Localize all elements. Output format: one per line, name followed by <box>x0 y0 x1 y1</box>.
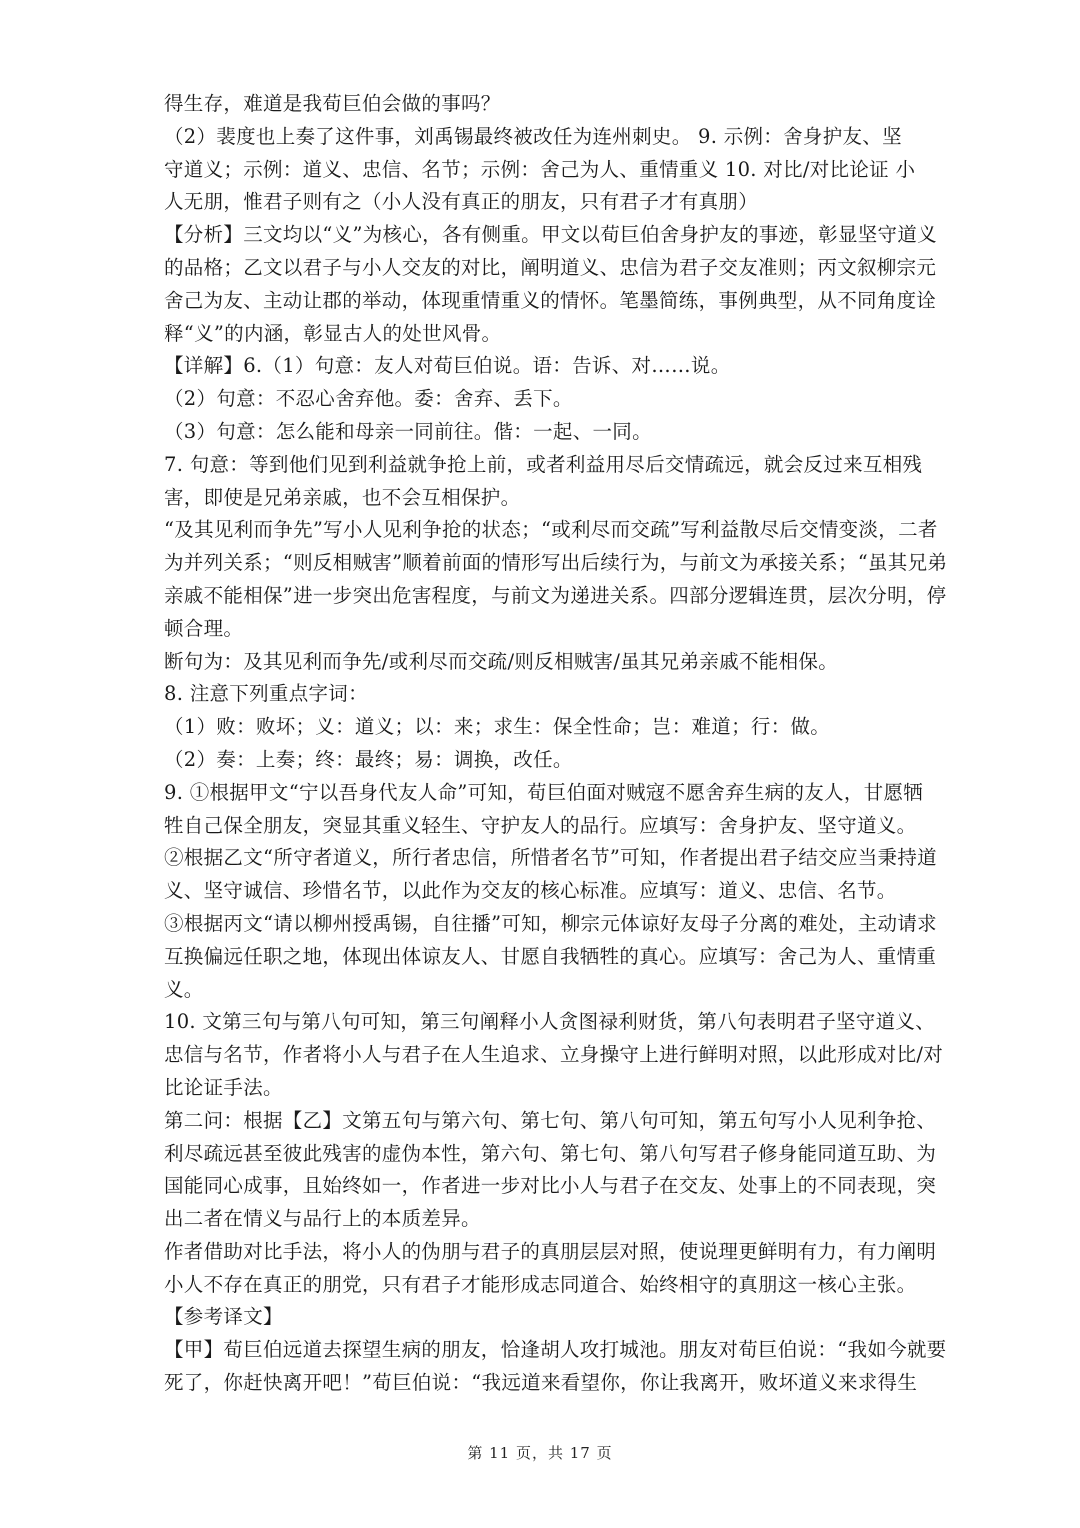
text-line: 出二者在情义与品行上的本质差异。 <box>164 1207 481 1231</box>
text-line: 小人不存在真正的朋党，只有君子才能形成志同道合、始终相守的真朋这一核心主张。 <box>164 1272 917 1296</box>
text-line: 的品格；乙文以君子与小人交友的对比，阐明道义、忠信为君子交友准则；丙文叙柳宗元 <box>164 255 937 279</box>
text-line: 【甲】荀巨伯远道去探望生病的朋友，恰逢胡人攻打城池。朋友对荀巨伯说：“我如今就要 <box>164 1338 947 1362</box>
text-line: （1）败：败坏；义：道义；以：来；求生：保全性命；岂：难道；行：做。 <box>164 715 831 739</box>
text-line: 得生存，难道是我荀巨伯会做的事吗？ <box>164 92 501 115</box>
text-line: 国能同心成事，且始终如一，作者进一步对比小人与君子在交友、处事上的不同表现，突 <box>164 1174 937 1198</box>
text-line: 作者借助对比手法，将小人的伪朋与君子的真朋层层对照，使说理更鲜明有力，有力阐明 <box>164 1239 937 1263</box>
text-line: 顿合理。 <box>164 616 244 640</box>
page-footer: 第 11 页，共 17 页 <box>467 1444 613 1462</box>
text-line: 忠信与名节，作者将小人与君子在人生追求、立身操守上进行鲜明对照，以此形成对比/对 <box>164 1043 944 1067</box>
text-line: 比论证手法。 <box>164 1075 283 1099</box>
analysis-heading-line: 【分析】三文均以“义”为核心，各有侧重。甲文以荀巨伯舍身护友的事迹，彰显坚守道义 <box>164 223 937 247</box>
translation-heading-line: 【参考译文】 <box>164 1305 283 1329</box>
text-line: “及其见利而争先”写小人见利争抢的状态；“或利尽而交疏”写利益散尽后交情变淡，二者 <box>164 518 938 542</box>
text-line: 牲自己保全朋友，突显其重义轻生、守护友人的品行。应填写：舍身护友、坚守道义。 <box>164 813 917 837</box>
text-line: 利尽疏远甚至彼此残害的虚伪本性，第六句、第七句、第八句写君子修身能同道互助、为 <box>164 1141 937 1165</box>
detail-heading-line: 【详解】6.（1）句意：友人对荀巨伯说。语：告诉、对……说。 <box>164 354 731 378</box>
text-line: 亲戚不能相保”进一步突出危害程度，与前文为递进关系。四部分逻辑连贯，层次分明，停 <box>164 583 947 607</box>
text-line: 义、坚守诚信、珍惜名节，以此作为交友的核心标准。应填写：道义、忠信、名节。 <box>164 879 897 903</box>
text-line: 为并列关系；“则反相贼害”顺着前面的情形写出后续行为，与前文为承接关系；“虽其兄弟 <box>164 551 948 575</box>
text-line: （2）裴度也上奏了这件事，刘禹锡最终被改任为连州刺史。 9. 示例：舍身护友、坚 <box>164 124 902 148</box>
text-line: 互换偏远任职之地，体现出体谅友人、甘愿自我牺牲的真心。应填写：舍己为人、重情重 <box>164 944 937 968</box>
text-line: 死了，你赶快离开吧！”荀巨伯说：“我远道来看望你，你让我离开，败坏道义来求得生 <box>164 1371 918 1395</box>
document-body <box>164 88 948 1400</box>
text-line: 守道义；示例：道义、忠信、名节；示例：舍己为人、重情重义 10. 对比/对比论证 小 <box>164 157 916 181</box>
text-line: 8. 注意下列重点字词： <box>164 682 368 706</box>
text-line: 10. 文第三句与第八句可知，第三句阐释小人贪图禄利财货，第八句表明君子坚守道义、 <box>164 1010 936 1034</box>
text-line: 义。 <box>164 977 204 1001</box>
text-line: 释“义”的内涵，彰显古人的处世风骨。 <box>164 321 502 345</box>
text-line: （2）句意：不忍心舍弃他。委：舍弃、丢下。 <box>164 387 573 411</box>
text-line: （3）句意：怎么能和母亲一同前往。偕：一起、一同。 <box>164 419 652 443</box>
text-line: 9. ①根据甲文“宁以吾身代友人命”可知，荀巨伯面对贼寇不愿舍弃生病的友人，甘愿牺 <box>164 780 924 804</box>
text-line: 断句为：及其见利而争先/或利尽而交疏/则反相贼害/虽其兄弟亲戚不能相保。 <box>164 649 839 673</box>
text-line: 7. 句意：等到他们见到利益就争抢上前，或者利益用尽后交情疏远，就会反过来互相残 <box>164 452 923 476</box>
text-line: 人无朋，惟君子则有之（小人没有真正的朋友，只有君子才有真朋） <box>164 190 759 214</box>
text-line: ②根据乙文“所守者道义，所行者忠信，所惜者名节”可知，作者提出君子结交应当秉持道 <box>164 846 937 870</box>
text-line: ③根据丙文“请以柳州授禹锡，自往播”可知，柳宗元体谅好友母子分离的难处，主动请求 <box>164 911 937 935</box>
text-line: 舍己为友、主动让郡的举动，体现重情重义的情怀。笔墨简练，事例典型，从不同角度诠 <box>164 288 937 312</box>
text-line: 害，即使是兄弟亲戚，也不会互相保护。 <box>164 485 521 509</box>
text-line: 第二问：根据【乙】文第五句与第六句、第七句、第八句可知，第五句写小人见利争抢、 <box>164 1108 937 1132</box>
text-line: （2）奏：上奏；终：最终；易：调换，改任。 <box>164 747 573 771</box>
